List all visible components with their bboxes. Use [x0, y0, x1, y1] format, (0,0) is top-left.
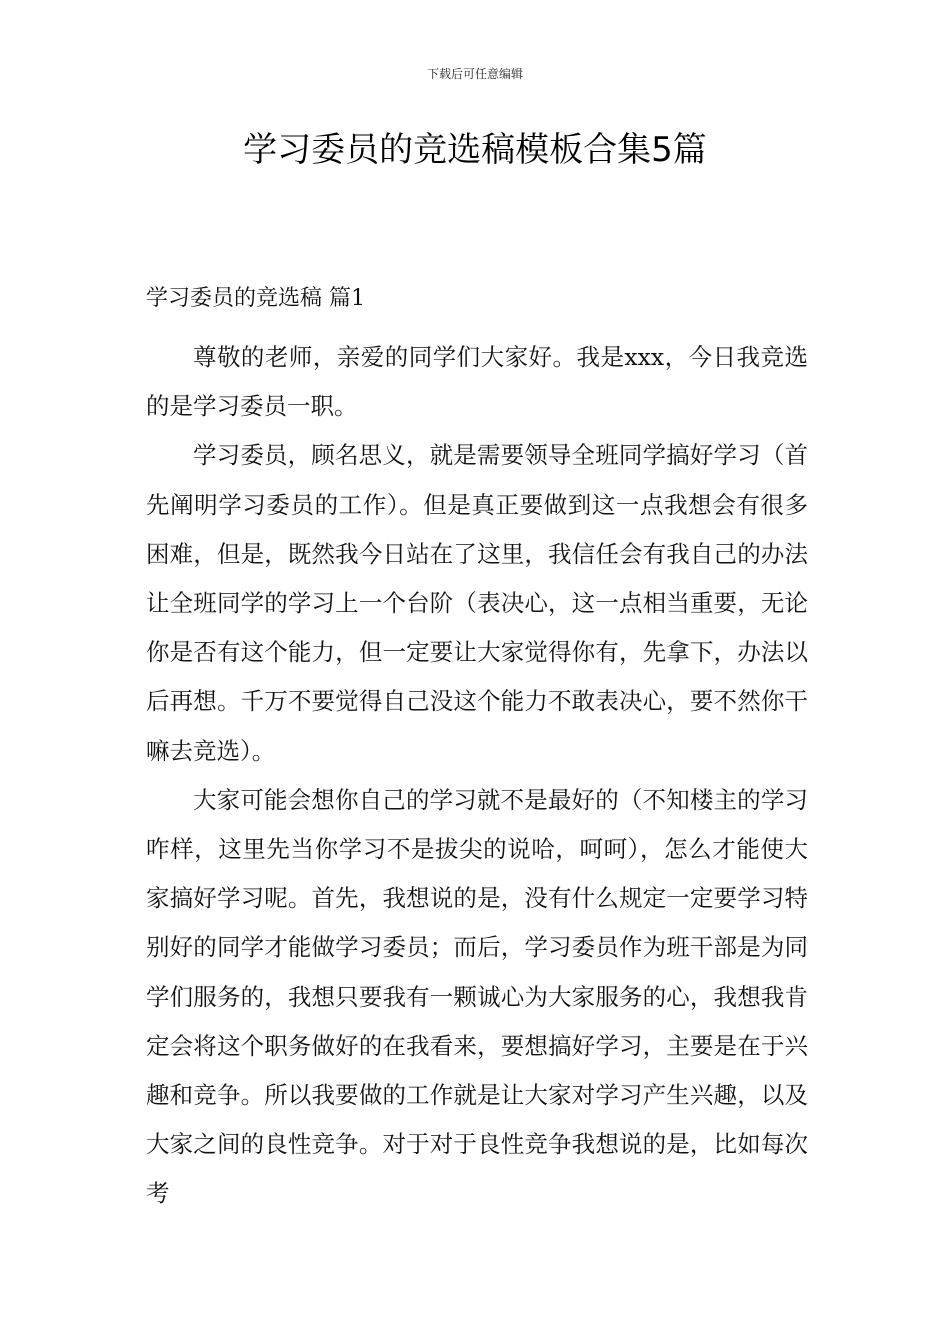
paragraph: 学习委员，顾名思义，就是需要领导全班同学搞好学习（首先阐明学习委员的工作）。但是真正要做到这一点我想会有很多困难，但是，既然我今日站在了这里，我信任会有我自己的办法让全班同学的学习上一个台阶（表决心，这一点相当重要，无论你是否有这个能力，但一定要让大家觉得你有，先拿下，办法以后再想。千万不要觉得自己没这个能力不敢表决心，要不然你干嘛去竞选）。: [146, 441, 808, 765]
document-title: 学习委员的竞选稿模板合集5篇: [243, 130, 707, 170]
header-note: 下载后可任意编辑: [426, 67, 523, 81]
paragraph: 尊敬的老师，亲爱的同学们大家好。我是xxx，今日我竞选的是学习委员一职。: [146, 343, 808, 421]
paragraph: 大家可能会想你自己的学习就不是最好的（不知楼主的学习咋样，这里先当你学习不是拔尖的说哈，呵呵），怎么才能使大家搞好学习呢。首先，我想说的是，没有什么规定一定要学习特别好的同学才能做学习委员；而后，学习委员作为班干部是为同学们服务的，我想只要我有一颗诚心为大家服务的心，我想我肯定会将这个职务做好的在我看来，要想搞好学习，主要是在于兴趣和竞争。所以我要做的工作就是让大家对学习产生兴趣，以及大家之间的良性竞争。对于对于良性竞争我想说的是，比如每次考: [146, 785, 808, 1208]
article-body: [146, 282, 808, 1219]
section-heading: 学习委员的竞选稿 篇1: [146, 286, 365, 311]
